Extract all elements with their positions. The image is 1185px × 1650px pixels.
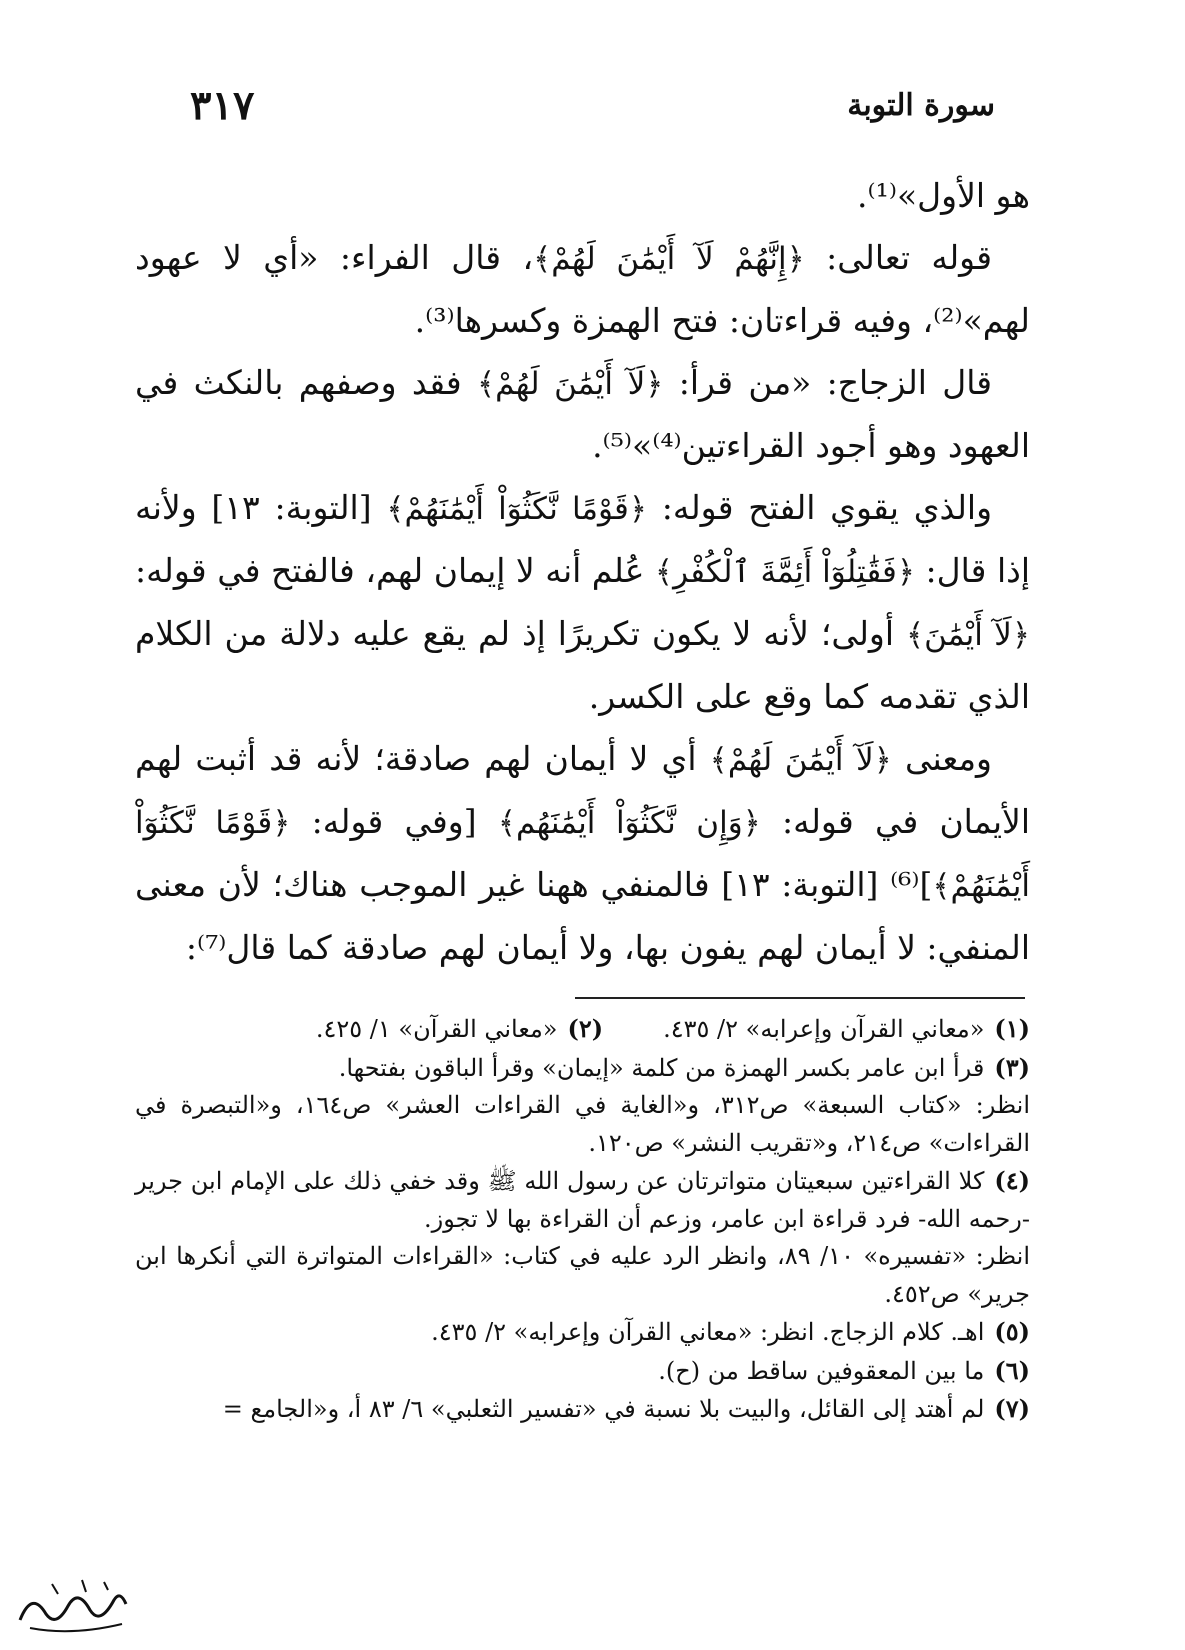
footnote-text: «معاني القرآن» ١/ ٤٢٥. — [315, 1015, 558, 1043]
footnote-number: (٦) — [994, 1355, 1030, 1385]
footnote-3-ref — [135, 1087, 1030, 1162]
text-run: هو الأول»⁽¹⁾. — [857, 176, 1030, 215]
quran-verse: ﴿قَوْمًا نَّكَثُوٓاْ أَيْمَٰنَهُمْ﴾ — [135, 805, 1030, 904]
text-run: فقد وصفهم بالنكث في العهود وهو أجود القراءتين⁽⁴⁾»⁽⁵⁾. — [135, 363, 1030, 465]
footnote-text: لم أهتد إلى القائل، والبيت بلا نسبة في «تفسير الثعلبي» ٦/ ٨٣ أ، و«الجامع = — [222, 1395, 985, 1423]
text-run: ، قال الفراء: «أي لا عهود لهم»⁽²⁾، وفيه قراءتان: فتح الهمزة وكسرها⁽³⁾. — [135, 238, 1030, 340]
text-run: ومعنى — [891, 739, 992, 778]
footnote-4 — [135, 1162, 1030, 1238]
quran-verse: ﴿لَآ أَيْمَٰنَ لَهُمْ﴾ — [476, 366, 664, 402]
footnote-text: ما بين المعقوفين ساقط من (ح). — [658, 1356, 985, 1385]
paragraph-1 — [135, 165, 1030, 227]
text-run: عُلم أنه لا إيمان لهم، فالفتح في قوله: — [135, 551, 655, 590]
text-run: والذي يقوي الفتح قوله: — [647, 488, 993, 527]
text-run: قوله تعالى: — [804, 238, 993, 277]
main-text — [135, 165, 1030, 979]
footnote-number: (٥) — [994, 1317, 1030, 1346]
footnotes — [135, 1010, 1030, 1429]
footnote-number: (٧) — [994, 1394, 1030, 1423]
paragraph-2 — [135, 227, 1030, 352]
footnote-text: «معاني القرآن وإعرابه» ٢/ ٤٣٥. — [663, 1015, 985, 1043]
text-run: قال الزجاج: «من قرأ: — [663, 363, 993, 402]
footnote-5 — [135, 1313, 1030, 1352]
quran-verse: ﴿وَإِن نَّكَثُوٓاْ أَيْمَٰنَهُم﴾ — [497, 805, 761, 841]
footnote-number: (٢) — [567, 1014, 604, 1043]
quran-verse: ﴿لَآ أَيْمَٰنَ﴾ — [905, 617, 1031, 653]
footnote-number: (٤) — [994, 1166, 1030, 1195]
footnote-text: انظر: «كتاب السبعة» ص٣١٢، و«الغاية في القراءات العشر» ص١٦٤، و«التبصرة في القراءات» ص٢١٤، و«تقريب النشر» ص١٢٠. — [135, 1091, 1030, 1157]
footnote-text: كلا القراءتين سبعيتان متواترتان عن رسول الله ﷺ وقد خفي ذلك على الإمام ابن جرير -رحمه الله- فرد قراءة ابن عامر، وزعم أن القراءة بها لا تجوز. — [135, 1167, 1030, 1233]
quran-verse: ﴿لَآ أَيْمَٰنَ لَهُمْ﴾ — [709, 742, 892, 778]
footnote-number: (١) — [994, 1014, 1030, 1043]
paragraph-4 — [135, 477, 1030, 728]
footnote-separator — [575, 997, 1025, 999]
page-number: ٣١٧ — [190, 82, 255, 129]
text-run: [التوبة: ١٣] ولأنه إذا قال: — [135, 488, 1030, 590]
footnote-text: انظر: «تفسيره» ١٠/ ٨٩، وانظر الرد عليه في كتاب: «القراءات المتواترة التي أنكرها ابن جرير» ص٤٥٢. — [135, 1242, 1031, 1308]
quran-verse: ﴿فَقَٰتِلُوٓاْ أَئِمَّةَ ٱلْكُفْرِ﴾ — [654, 554, 916, 590]
text-run: أي لا أيمان لهم صادقة؛ لأنه قد أثبت لهم الأيمان في قوله: — [135, 739, 1030, 841]
footnote-number: (٣) — [994, 1052, 1030, 1082]
footnote-6 — [135, 1352, 1030, 1391]
footnote-4-ref — [135, 1238, 1030, 1313]
text-run: ]⁽⁶⁾ [التوبة: ١٣] فالمنفي ههنا غير الموجب هناك؛ لأن معنى المنفي: لا أيمان لهم يفون بها، ولا أيمان لهم صادقة كما قال⁽⁷⁾: — [135, 865, 1030, 967]
quran-verse: ﴿إِنَّهُمْ لَآ أَيْمَٰنَ لَهُمْ﴾ — [533, 241, 805, 277]
text-run: أولى؛ لأنه لا يكون تكريرًا إذ لم يقع عليه دلالة من الكلام الذي تقدمه كما وقع على الكسر. — [135, 614, 1030, 716]
footnote-3 — [135, 1049, 1030, 1088]
text-run: [وفي قوله: — [290, 802, 498, 841]
paragraph-5 — [135, 728, 1030, 979]
surah-title: سورة التوبة — [847, 88, 995, 123]
footnote-text: اهـ. كلام الزجاج. انظر: «معاني القرآن وإعرابه» ٢/ ٤٣٥. — [431, 1318, 985, 1346]
paragraph-3 — [135, 352, 1030, 477]
publisher-logo — [12, 1570, 132, 1638]
footnote-7 — [135, 1390, 1030, 1429]
quran-verse: ﴿قَوْمًا نَّكَثُوٓاْ أَيْمَٰنَهُمْ﴾ — [386, 491, 648, 527]
footnote-text: قرأ ابن عامر بكسر الهمزة من كلمة «إيمان» وقرأ الباقون بفتحها. — [338, 1053, 985, 1082]
footnote-1-2 — [135, 1010, 1030, 1049]
